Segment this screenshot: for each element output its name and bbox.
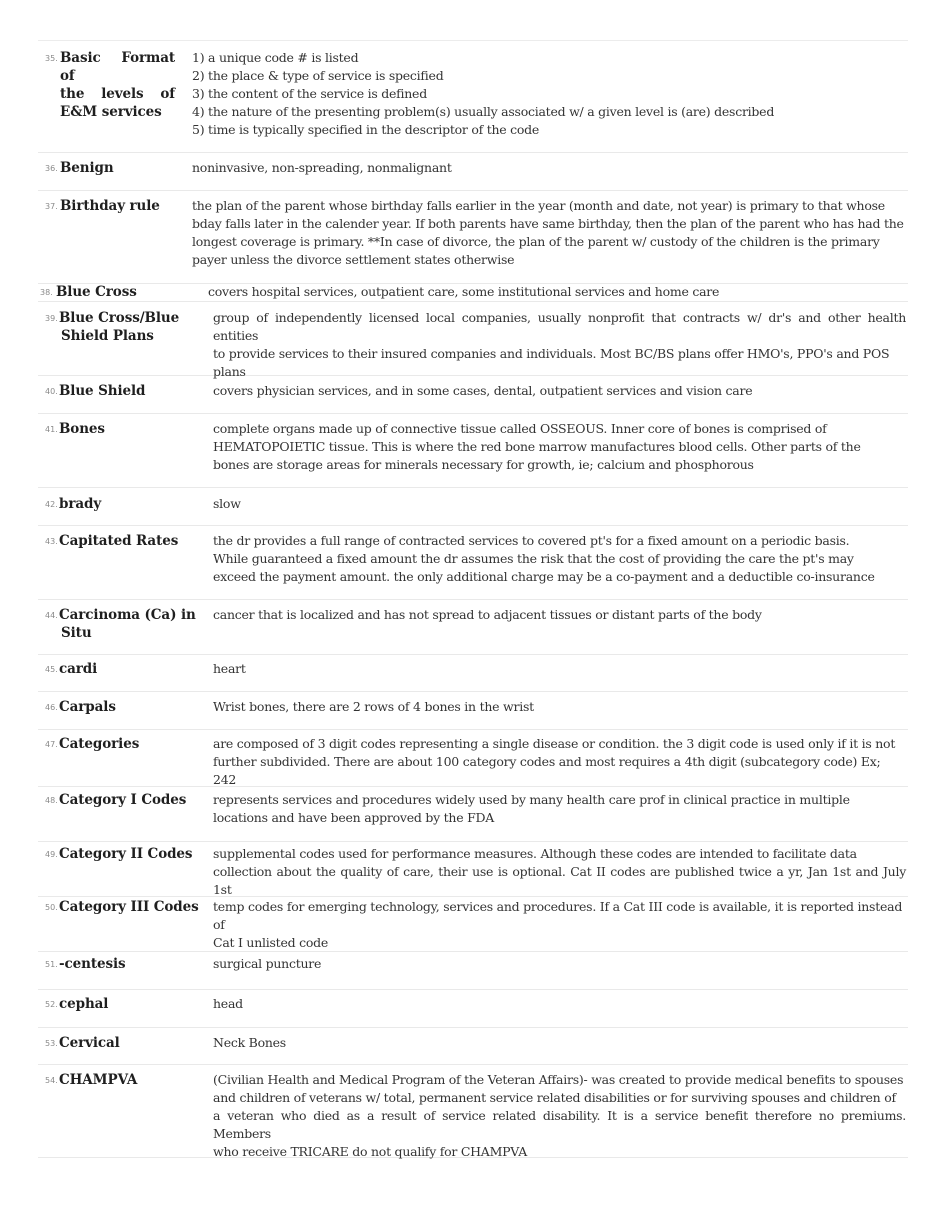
entry-term	[60, 159, 114, 177]
entry-definition	[213, 735, 906, 789]
entry-definition	[213, 495, 906, 513]
entry-term	[59, 735, 139, 753]
glossary-entry	[38, 488, 908, 526]
entry-term	[59, 1071, 137, 1089]
entry-definition	[213, 309, 906, 381]
entry-definition-line: heart	[213, 661, 246, 676]
entry-number: 49.	[45, 850, 58, 859]
entry-definition-line: Wrist bones, there are 2 rows of 4 bones in the wrist	[213, 699, 534, 714]
entry-definition-line: to provide services to their insured companies and individuals. Most BC/BS plans offer HMO's, PPO's and POS	[213, 346, 890, 361]
entry-definition-line: surgical puncture	[213, 956, 322, 971]
entry-number: 40.	[45, 387, 58, 396]
entry-definition	[192, 159, 906, 177]
entry-number: 46.	[45, 703, 58, 712]
entry-number: 52.	[45, 1000, 58, 1009]
entry-definition-line: locations and have been approved by the FDA	[213, 810, 495, 825]
entry-term-line: Bones	[59, 421, 105, 437]
entry-definition-line: of	[213, 917, 225, 932]
entry-term-line: Blue Cross	[56, 284, 137, 300]
glossary-entry	[38, 730, 908, 787]
entry-definition-line: are composed of 3 digit codes representing a single disease or condition. the 3 digit code is used only if it is not	[213, 736, 896, 751]
entry-number: 48.	[45, 796, 58, 805]
entry-number: 36.	[45, 164, 58, 173]
entry-definition-line: Neck Bones	[213, 1035, 286, 1050]
entry-term-line: Cervical	[59, 1035, 120, 1051]
glossary-entry	[38, 897, 908, 952]
entry-term-line: Carcinoma (Ca) in	[59, 607, 196, 623]
entry-number: 38.	[40, 288, 53, 297]
entry-definition-line: 242	[213, 772, 237, 787]
entry-number: 47.	[45, 740, 58, 749]
glossary-entry	[38, 153, 908, 191]
entry-definition	[213, 791, 906, 827]
entry-term	[59, 898, 199, 916]
entry-term	[59, 955, 125, 973]
entry-term-line: Categories	[59, 736, 140, 752]
entry-term	[59, 845, 192, 863]
glossary-entry	[38, 787, 908, 842]
glossary-entry	[38, 600, 908, 655]
entry-definition	[213, 898, 906, 952]
glossary-entry	[38, 41, 908, 153]
entry-definition-line: plans	[213, 364, 246, 379]
entry-definition	[192, 49, 906, 139]
entry-definition-line: 1) a unique code # is listed	[192, 50, 359, 65]
entry-term	[59, 791, 186, 809]
entry-number: 51.	[45, 960, 58, 969]
entry-definition	[213, 1034, 906, 1052]
entry-number: 45.	[45, 665, 58, 674]
entry-term-line: Category III Codes	[59, 899, 199, 915]
entry-term	[59, 495, 101, 513]
glossary-entry	[38, 302, 908, 379]
entry-term-line: Situ	[61, 625, 92, 641]
entry-definition-line: 4) the nature of the presenting problem(s) usually associated w/ a given level is (are) described	[192, 104, 775, 119]
entry-definition	[213, 382, 906, 400]
entry-definition-line: collection about the quality of care, their use is optional. Cat II codes are published twice a yr, Jan 1st and July 1st	[213, 864, 906, 897]
glossary-entry	[38, 952, 908, 990]
entry-definition	[192, 197, 906, 269]
entry-definition	[213, 606, 906, 624]
entry-definition-line: (Civilian Health and Medical Program of the Veteran Affairs)- was created to provide medical benefits to spouses	[213, 1072, 904, 1087]
entry-term-line: brady	[59, 496, 102, 512]
entry-number: 35.	[45, 54, 58, 63]
entry-term	[59, 309, 179, 345]
entry-definition-line: bday falls later in the calender year. If both parents have same birthday, then the plan of the parent who has had the	[192, 216, 904, 231]
entry-definition-line: covers physician services, and in some cases, dental, outpatient services and vision care	[213, 383, 753, 398]
entry-definition-line: represents services and procedures widely used by many health care prof in clinical practice in multiple	[213, 792, 850, 807]
entry-definition-line: payer unless the divorce settlement states otherwise	[192, 252, 515, 267]
entry-definition-line: HEMATOPOIETIC tissue. This is where the red bone marrow manufactures blood cells. Other parts of the	[213, 439, 861, 454]
entry-number: 50.	[45, 903, 58, 912]
entry-term-line: E&M services	[60, 104, 162, 120]
entry-term-line: Capitated Rates	[59, 533, 179, 549]
entry-definition-line: While guaranteed a fixed amount the dr assumes the risk that the cost of providing the care the pt's may	[213, 551, 854, 566]
glossary-entry	[38, 191, 908, 284]
entry-term	[59, 995, 108, 1013]
entry-definition-line: Cat I unlisted code	[213, 935, 329, 950]
entry-term-line: CHAMPVA	[59, 1072, 138, 1088]
entry-term-line: Category II Codes	[59, 846, 193, 862]
entry-term-line: Basic Format of	[60, 50, 175, 84]
glossary-entry	[38, 284, 908, 302]
entry-term-line: Blue Shield	[59, 383, 146, 399]
entry-definition-line: supplemental codes used for performance measures. Although these codes are intended to facilitate data	[213, 846, 857, 861]
entry-definition	[213, 955, 906, 973]
entry-definition	[213, 1071, 906, 1161]
entry-definition-line: complete organs made up of connective tissue called OSSEOUS. Inner core of bones is comprised of	[213, 421, 827, 436]
entry-definition-line: group of independently licensed local companies, usually nonprofit that contracts w/ dr's and other health entities	[213, 310, 906, 343]
entry-definition	[213, 420, 906, 474]
entry-definition-line: bones are storage areas for minerals necessary for growth, ie; calcium and phosphorous	[213, 457, 754, 472]
glossary-entry	[38, 842, 908, 897]
entry-definition	[208, 283, 906, 301]
glossary-entry	[38, 655, 908, 692]
entry-term	[59, 606, 196, 642]
entry-term-line: Carpals	[59, 699, 116, 715]
entry-term-line: -centesis	[59, 956, 126, 972]
entry-definition-line: further subdivided. There are about 100 category codes and most requires a 4th digit (subcategory code) Ex;	[213, 754, 881, 769]
entry-definition-line: slow	[213, 496, 241, 511]
glossary-entry	[38, 414, 908, 488]
glossary-entry	[38, 1028, 908, 1065]
entry-term	[59, 698, 116, 716]
entry-definition-line: longest coverage is primary. **In case of divorce, the plan of the parent w/ custody of the children is the primary	[192, 234, 880, 249]
entry-definition	[213, 845, 906, 899]
glossary-entry	[38, 692, 908, 730]
entry-definition-line: the dr provides a full range of contracted services to covered pt's for a fixed amount on a periodic basis.	[213, 533, 850, 548]
entry-term	[59, 382, 145, 400]
entry-number: 41.	[45, 425, 58, 434]
entry-definition	[213, 995, 906, 1013]
entry-term	[59, 660, 97, 678]
entry-definition-line: 3) the content of the service is defined	[192, 86, 427, 101]
entry-definition-line: noninvasive, non-spreading, nonmalignant	[192, 160, 452, 175]
entry-definition-line: head	[213, 996, 243, 1011]
entry-term-line: cardi	[59, 661, 98, 677]
entry-definition	[213, 532, 906, 586]
glossary-entry	[38, 990, 908, 1028]
entry-term-line: Birthday rule	[60, 198, 160, 214]
entry-term-line: Benign	[60, 160, 114, 176]
entry-term	[56, 283, 137, 301]
entry-definition-line: covers hospital services, outpatient care, some institutional services and home care	[208, 284, 720, 299]
entry-term-line: Shield Plans	[61, 328, 154, 344]
entry-number: 44.	[45, 611, 58, 620]
entry-definition-line: exceed the payment amount. the only additional charge may be a co-payment and a deductible co-insurance	[213, 569, 875, 584]
entry-term	[59, 420, 105, 438]
entry-term	[60, 49, 175, 121]
entry-definition	[213, 698, 906, 716]
entry-term	[59, 1034, 120, 1052]
entry-definition	[213, 660, 906, 678]
entry-definition-line: 2) the place & type of service is specified	[192, 68, 444, 83]
entry-definition-line: 5) time is typically specified in the descriptor of the code	[192, 122, 540, 137]
entry-number: 43.	[45, 537, 58, 546]
glossary-entry	[38, 376, 908, 414]
entry-definition-line: who receive TRICARE do not qualify for CHAMPVA	[213, 1144, 527, 1159]
entry-number: 39.	[45, 314, 58, 323]
entry-number: 53.	[45, 1039, 58, 1048]
entry-term-line: Blue Cross/Blue	[59, 310, 180, 326]
entry-definition-line: the plan of the parent whose birthday falls earlier in the year (month and date, not year) is primary to that whose	[192, 198, 885, 213]
entry-number: 37.	[45, 202, 58, 211]
glossary-list	[38, 40, 908, 1158]
entry-term-line: cephal	[59, 996, 109, 1012]
glossary-entry	[38, 526, 908, 600]
entry-definition-line: a veteran who died as a result of service related disability. It is a service benefit therefore no premiums. Members	[213, 1108, 906, 1141]
entry-term	[60, 197, 160, 215]
entry-term-line: Category I Codes	[59, 792, 187, 808]
glossary-entry	[38, 1065, 908, 1158]
entry-number: 54.	[45, 1076, 58, 1085]
entry-term-line: the levels of	[60, 86, 175, 102]
entry-definition-line: and children of veterans w/ total, permanent service related disabilities or for surviving spouses and children of	[213, 1090, 896, 1105]
entry-definition-line: cancer that is localized and has not spread to adjacent tissues or distant parts of the body	[213, 607, 762, 622]
entry-definition-line: temp codes for emerging technology, services and procedures. If a Cat III code is available, it is reported instead	[213, 899, 903, 914]
entry-term	[59, 532, 178, 550]
entry-number: 42.	[45, 500, 58, 509]
